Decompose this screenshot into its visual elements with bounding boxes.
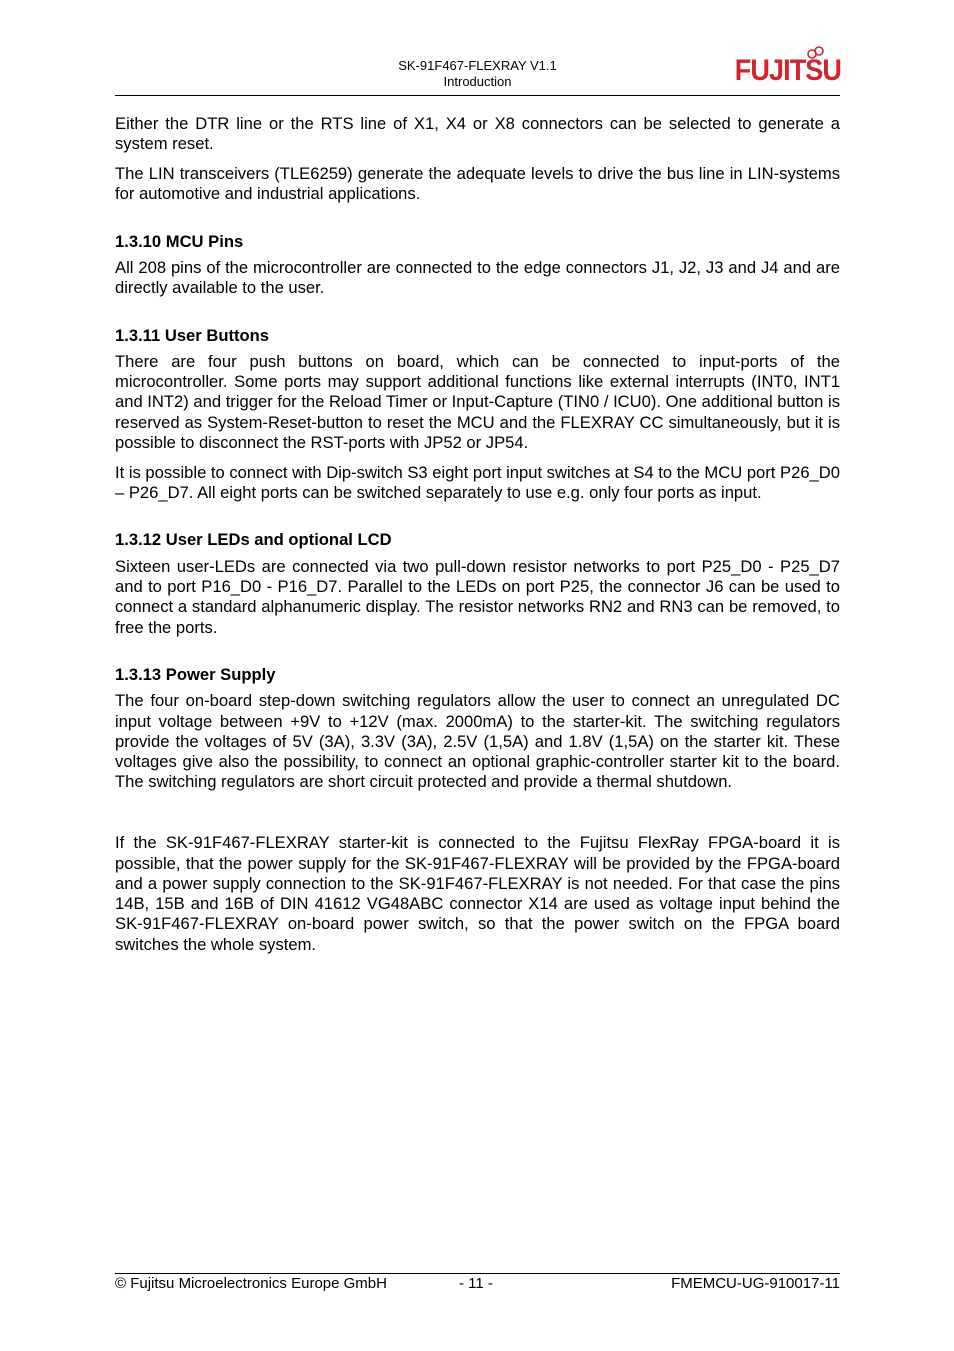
section-heading: 1.3.12 User LEDs and optional LCD	[115, 530, 392, 550]
section-paragraph: All 208 pins of the microcontroller are connected to the edge connectors J1, J2, J3 and J4 and are directly available to the user.	[115, 257, 840, 298]
fujitsu-logo	[734, 46, 841, 90]
document-title: SK-91F467-FLEXRAY V1.1	[398, 58, 557, 73]
intro-paragraph-1: Either the DTR line or the RTS line of X1, X4 or X8 connectors can be selected to generate a system reset.	[115, 114, 840, 154]
page-header	[115, 0, 840, 96]
section-paragraph: The four on-board step-down switching regulators allow the user to connect an unregulated DC input voltage between +9V to +12V (max. 2000mA) to the starter-kit. The switching regulators provide the voltages of 5V (3A), 3.3V (3A), 2.5V (1,5A) and 1.8V (1,5A) on the starter kit. These voltages give also the possibility, to connect an optional graphic-controller starter kit to the board. The switching regulators are short circuit protected and provide a thermal shutdown.	[115, 691, 840, 792]
section-mcu-pins	[115, 232, 840, 299]
spacer	[115, 802, 840, 833]
logo-text: FUJITSU	[734, 54, 841, 87]
section-user-leds	[115, 530, 840, 637]
footer-page-number: - 11 -	[459, 1275, 493, 1292]
footer-document-id: FMEMCU-UG-910017-11	[671, 1275, 840, 1292]
section-user-buttons	[115, 326, 840, 504]
page-body	[115, 114, 840, 965]
section-paragraph: It is possible to connect with Dip-switch S3 eight port input switches at S4 to the MCU port P26_D0 – P26_D7. All eight ports can be switched separately to use e.g. only four ports as input.	[115, 462, 840, 503]
chapter-name: Introduction	[443, 74, 512, 89]
page-footer	[115, 1273, 840, 1292]
section-heading: 1.3.13 Power Supply	[115, 664, 276, 684]
section-paragraph: There are four push buttons on board, which can be connected to input-ports of the microcontroller. Some ports may support additional functions like external interrupts (INT0, INT1 and INT2) and trigger for the Reload Timer or Input-Capture (TIN0 / ICU0). One additional button is reserved as System-Reset-button to reset the MCU and the FLEXRAY CC simultaneously, but it is possible to disconnect the RST-ports with JP52 or JP54.	[115, 351, 840, 453]
section-paragraph: Sixteen user-LEDs are connected via two pull-down resistor networks to port P25_D0 - P25_D7 and to port P16_D0 - P16_D7. Parallel to the LEDs on port P25, the connector J6 can be used to connect a standard alphanumeric display. The resistor networks RN2 and RN3 can be removed, to free the ports.	[115, 556, 840, 637]
header-text	[115, 58, 840, 90]
section-power-supply	[115, 665, 840, 955]
section-heading: 1.3.10 MCU Pins	[115, 231, 244, 251]
footer-copyright: © Fujitsu Microelectronics Europe GmbH	[115, 1275, 387, 1292]
section-heading: 1.3.11 User Buttons	[115, 325, 270, 345]
section-paragraph: If the SK-91F467-FLEXRAY starter-kit is connected to the Fujitsu FlexRay FPGA-board it is possible, that the power supply for the SK-91F467-FLEXRAY will be provided by the FPGA-board and a power supply connection to the SK-91F467-FLEXRAY is not needed. For that case the pins 14B, 15B and 16B of DIN 41612 VG48ABC connector X14 are used as voltage input behind the SK-91F467-FLEXRAY on-board power switch, so that the power switch on the FPGA board switches the whole system.	[115, 833, 840, 954]
intro-paragraph-2: The LIN transceivers (TLE6259) generate the adequate levels to drive the bus line in LIN-systems for automotive and industrial applications.	[115, 164, 840, 204]
